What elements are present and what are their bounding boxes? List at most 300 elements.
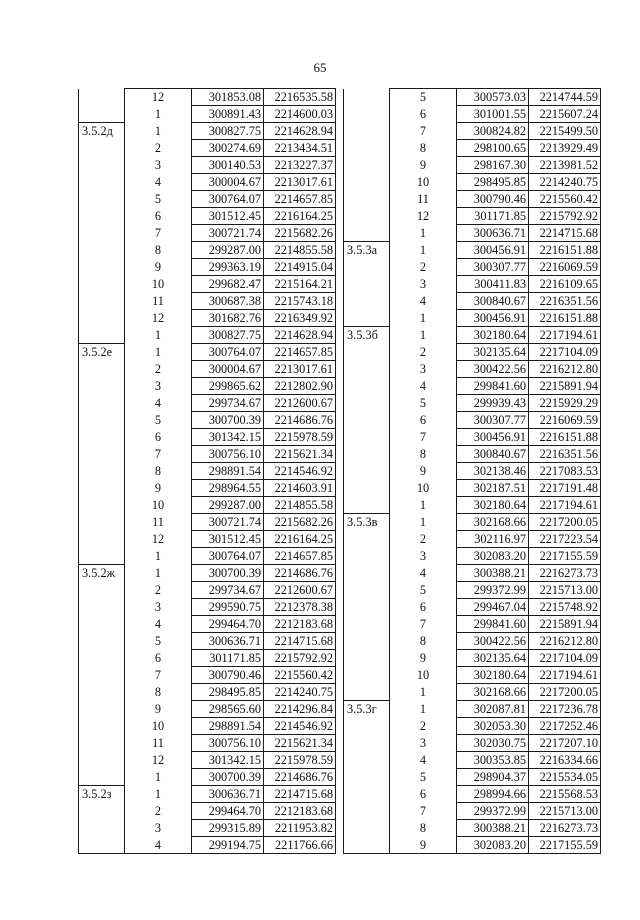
table-row bbox=[79, 582, 336, 599]
point-index-cell: 1 bbox=[390, 225, 457, 242]
section-cell bbox=[344, 276, 390, 293]
section-cell bbox=[79, 361, 125, 378]
section-cell bbox=[344, 259, 390, 276]
point-index-cell: 1 bbox=[125, 786, 192, 803]
table-row bbox=[344, 242, 601, 259]
table-row bbox=[79, 446, 336, 463]
point-index-cell: 6 bbox=[390, 599, 457, 616]
y-coordinate-cell: 2217236.78 bbox=[529, 701, 601, 718]
y-coordinate-cell: 2215568.53 bbox=[529, 786, 601, 803]
section-cell bbox=[344, 395, 390, 412]
y-coordinate-cell: 2215164.21 bbox=[264, 276, 336, 293]
y-coordinate-cell: 2216212.80 bbox=[529, 361, 601, 378]
point-index-cell: 6 bbox=[390, 106, 457, 123]
y-coordinate-cell: 2211953.82 bbox=[264, 820, 336, 837]
point-index-cell: 6 bbox=[125, 208, 192, 225]
x-coordinate-cell: 302187.51 bbox=[457, 480, 529, 497]
x-coordinate-cell: 300004.67 bbox=[192, 361, 264, 378]
table-row bbox=[79, 769, 336, 786]
x-coordinate-cell: 300422.56 bbox=[457, 361, 529, 378]
section-cell bbox=[79, 718, 125, 735]
section-cell bbox=[79, 701, 125, 718]
x-coordinate-cell: 300687.38 bbox=[192, 293, 264, 310]
y-coordinate-cell: 2215929.29 bbox=[529, 395, 601, 412]
x-coordinate-cell: 299315.89 bbox=[192, 820, 264, 837]
x-coordinate-cell: 300764.07 bbox=[192, 191, 264, 208]
section-cell bbox=[79, 140, 125, 157]
point-index-cell: 8 bbox=[390, 140, 457, 157]
point-index-cell: 10 bbox=[390, 480, 457, 497]
table-row bbox=[344, 514, 601, 531]
table-row bbox=[344, 701, 601, 718]
table-row bbox=[344, 293, 601, 310]
section-cell bbox=[79, 378, 125, 395]
x-coordinate-cell: 299194.75 bbox=[192, 837, 264, 854]
section-cell bbox=[79, 191, 125, 208]
y-coordinate-cell: 2216273.73 bbox=[529, 820, 601, 837]
table-row bbox=[344, 786, 601, 803]
table-row bbox=[344, 650, 601, 667]
x-coordinate-cell: 299865.62 bbox=[192, 378, 264, 395]
point-index-cell: 1 bbox=[390, 497, 457, 514]
section-cell bbox=[344, 378, 390, 395]
y-coordinate-cell: 2217191.48 bbox=[529, 480, 601, 497]
point-index-cell: 3 bbox=[125, 157, 192, 174]
point-index-cell: 7 bbox=[125, 446, 192, 463]
section-cell bbox=[344, 140, 390, 157]
section-cell: 3.5.2ж bbox=[79, 565, 125, 582]
point-index-cell: 1 bbox=[125, 123, 192, 140]
point-index-cell: 5 bbox=[125, 633, 192, 650]
x-coordinate-cell: 302168.66 bbox=[457, 684, 529, 701]
section-cell bbox=[344, 769, 390, 786]
y-coordinate-cell: 2215891.94 bbox=[529, 616, 601, 633]
section-cell: 3.5.3а bbox=[344, 242, 390, 259]
point-index-cell: 8 bbox=[390, 633, 457, 650]
y-coordinate-cell: 2214657.85 bbox=[264, 548, 336, 565]
table-row bbox=[79, 429, 336, 446]
x-coordinate-cell: 300700.39 bbox=[192, 412, 264, 429]
table-row bbox=[344, 616, 601, 633]
y-coordinate-cell: 2214240.75 bbox=[529, 174, 601, 191]
section-cell bbox=[79, 531, 125, 548]
point-index-cell: 11 bbox=[125, 514, 192, 531]
point-index-cell: 2 bbox=[390, 259, 457, 276]
y-coordinate-cell: 2215713.00 bbox=[529, 582, 601, 599]
table-row bbox=[79, 599, 336, 616]
y-coordinate-cell: 2216349.92 bbox=[264, 310, 336, 327]
y-coordinate-cell: 2214546.92 bbox=[264, 718, 336, 735]
section-cell bbox=[79, 752, 125, 769]
y-coordinate-cell: 2217207.10 bbox=[529, 735, 601, 752]
x-coordinate-cell: 299682.47 bbox=[192, 276, 264, 293]
y-coordinate-cell: 2215978.59 bbox=[264, 752, 336, 769]
table-row bbox=[344, 718, 601, 735]
point-index-cell: 3 bbox=[390, 361, 457, 378]
section-cell bbox=[79, 259, 125, 276]
y-coordinate-cell: 2216351.56 bbox=[529, 293, 601, 310]
section-cell bbox=[344, 548, 390, 565]
y-coordinate-cell: 2215891.94 bbox=[529, 378, 601, 395]
y-coordinate-cell: 2213227.37 bbox=[264, 157, 336, 174]
section-cell bbox=[344, 344, 390, 361]
table-row bbox=[79, 412, 336, 429]
table-row bbox=[344, 429, 601, 446]
x-coordinate-cell: 301682.76 bbox=[192, 310, 264, 327]
x-coordinate-cell: 301342.15 bbox=[192, 429, 264, 446]
table-row bbox=[79, 361, 336, 378]
y-coordinate-cell: 2215607.24 bbox=[529, 106, 601, 123]
section-cell bbox=[79, 769, 125, 786]
table-row bbox=[79, 208, 336, 225]
y-coordinate-cell: 2216334.66 bbox=[529, 752, 601, 769]
table-row bbox=[79, 684, 336, 701]
point-index-cell: 1 bbox=[125, 106, 192, 123]
x-coordinate-cell: 301171.85 bbox=[457, 208, 529, 225]
section-cell: 3.5.2д bbox=[79, 123, 125, 140]
point-index-cell: 2 bbox=[390, 718, 457, 735]
table-row bbox=[79, 820, 336, 837]
point-index-cell: 8 bbox=[125, 463, 192, 480]
point-index-cell: 5 bbox=[390, 89, 457, 106]
point-index-cell: 5 bbox=[125, 412, 192, 429]
section-cell bbox=[344, 191, 390, 208]
section-cell bbox=[344, 837, 390, 854]
section-cell: 3.5.2е bbox=[79, 344, 125, 361]
point-index-cell: 4 bbox=[390, 378, 457, 395]
table-row bbox=[344, 531, 601, 548]
x-coordinate-cell: 298565.60 bbox=[192, 701, 264, 718]
y-coordinate-cell: 2212600.67 bbox=[264, 395, 336, 412]
y-coordinate-cell: 2215499.50 bbox=[529, 123, 601, 140]
section-cell bbox=[79, 650, 125, 667]
x-coordinate-cell: 300140.53 bbox=[192, 157, 264, 174]
point-index-cell: 9 bbox=[125, 480, 192, 497]
section-cell bbox=[79, 429, 125, 446]
section-cell bbox=[344, 599, 390, 616]
table-row bbox=[344, 225, 601, 242]
y-coordinate-cell: 2213981.52 bbox=[529, 157, 601, 174]
x-coordinate-cell: 300636.71 bbox=[192, 786, 264, 803]
section-cell bbox=[344, 497, 390, 514]
y-coordinate-cell: 2213929.49 bbox=[529, 140, 601, 157]
table-row bbox=[79, 378, 336, 395]
y-coordinate-cell: 2217252.46 bbox=[529, 718, 601, 735]
x-coordinate-cell: 299363.19 bbox=[192, 259, 264, 276]
table-row bbox=[79, 548, 336, 565]
y-coordinate-cell: 2217194.61 bbox=[529, 497, 601, 514]
table-row bbox=[344, 497, 601, 514]
y-coordinate-cell: 2215792.92 bbox=[264, 650, 336, 667]
section-cell bbox=[79, 599, 125, 616]
table-row bbox=[344, 89, 601, 106]
section-cell: 3.5.2з bbox=[79, 786, 125, 803]
section-cell bbox=[344, 174, 390, 191]
x-coordinate-cell: 302135.64 bbox=[457, 344, 529, 361]
point-index-cell: 4 bbox=[390, 565, 457, 582]
x-coordinate-cell: 300840.67 bbox=[457, 446, 529, 463]
point-index-cell: 9 bbox=[390, 463, 457, 480]
x-coordinate-cell: 302168.66 bbox=[457, 514, 529, 531]
table-row bbox=[344, 412, 601, 429]
section-cell bbox=[79, 684, 125, 701]
section-cell: 3.5.3б bbox=[344, 327, 390, 344]
table-row bbox=[79, 650, 336, 667]
x-coordinate-cell: 302087.81 bbox=[457, 701, 529, 718]
table-row bbox=[79, 786, 336, 803]
section-cell bbox=[344, 89, 390, 106]
table-row bbox=[344, 106, 601, 123]
x-coordinate-cell: 301342.15 bbox=[192, 752, 264, 769]
y-coordinate-cell: 2215743.18 bbox=[264, 293, 336, 310]
section-cell bbox=[79, 514, 125, 531]
x-coordinate-cell: 300636.71 bbox=[192, 633, 264, 650]
point-index-cell: 8 bbox=[390, 446, 457, 463]
x-coordinate-cell: 302138.46 bbox=[457, 463, 529, 480]
x-coordinate-cell: 299841.60 bbox=[457, 378, 529, 395]
x-coordinate-cell: 300700.39 bbox=[192, 769, 264, 786]
x-coordinate-cell: 300004.67 bbox=[192, 174, 264, 191]
x-coordinate-cell: 300790.46 bbox=[192, 667, 264, 684]
x-coordinate-cell: 301001.55 bbox=[457, 106, 529, 123]
table-row bbox=[79, 157, 336, 174]
point-index-cell: 5 bbox=[125, 191, 192, 208]
x-coordinate-cell: 300388.21 bbox=[457, 565, 529, 582]
table-row bbox=[79, 718, 336, 735]
coordinates-table-right bbox=[343, 88, 601, 854]
point-index-cell: 10 bbox=[125, 497, 192, 514]
y-coordinate-cell: 2217223.54 bbox=[529, 531, 601, 548]
y-coordinate-cell: 2215792.92 bbox=[529, 208, 601, 225]
point-index-cell: 12 bbox=[125, 531, 192, 548]
y-coordinate-cell: 2214546.92 bbox=[264, 463, 336, 480]
x-coordinate-cell: 300721.74 bbox=[192, 514, 264, 531]
point-index-cell: 8 bbox=[125, 684, 192, 701]
table-row bbox=[79, 395, 336, 412]
section-cell bbox=[344, 157, 390, 174]
x-coordinate-cell: 299734.67 bbox=[192, 395, 264, 412]
point-index-cell: 1 bbox=[125, 565, 192, 582]
point-index-cell: 1 bbox=[390, 310, 457, 327]
point-index-cell: 3 bbox=[125, 599, 192, 616]
point-index-cell: 1 bbox=[390, 327, 457, 344]
section-cell bbox=[79, 820, 125, 837]
table-row bbox=[79, 752, 336, 769]
section-cell bbox=[344, 735, 390, 752]
table-row bbox=[344, 684, 601, 701]
point-index-cell: 1 bbox=[125, 548, 192, 565]
x-coordinate-cell: 299287.00 bbox=[192, 242, 264, 259]
x-coordinate-cell: 302083.20 bbox=[457, 837, 529, 854]
point-index-cell: 4 bbox=[125, 616, 192, 633]
table-row bbox=[344, 208, 601, 225]
section-cell bbox=[344, 225, 390, 242]
table-row bbox=[79, 310, 336, 327]
table-row bbox=[79, 276, 336, 293]
y-coordinate-cell: 2214915.04 bbox=[264, 259, 336, 276]
table-row bbox=[344, 344, 601, 361]
point-index-cell: 4 bbox=[390, 752, 457, 769]
section-cell bbox=[79, 293, 125, 310]
table-row bbox=[344, 752, 601, 769]
y-coordinate-cell: 2215621.34 bbox=[264, 735, 336, 752]
point-index-cell: 9 bbox=[390, 837, 457, 854]
table-row bbox=[79, 225, 336, 242]
y-coordinate-cell: 2216151.88 bbox=[529, 310, 601, 327]
section-cell bbox=[79, 310, 125, 327]
table-row bbox=[344, 361, 601, 378]
point-index-cell: 2 bbox=[125, 803, 192, 820]
x-coordinate-cell: 302180.64 bbox=[457, 497, 529, 514]
table-row bbox=[344, 735, 601, 752]
section-cell bbox=[79, 463, 125, 480]
table-row bbox=[79, 106, 336, 123]
point-index-cell: 7 bbox=[125, 225, 192, 242]
section-cell bbox=[79, 208, 125, 225]
y-coordinate-cell: 2217083.53 bbox=[529, 463, 601, 480]
point-index-cell: 8 bbox=[125, 242, 192, 259]
x-coordinate-cell: 300764.07 bbox=[192, 344, 264, 361]
x-coordinate-cell: 300824.82 bbox=[457, 123, 529, 140]
y-coordinate-cell: 2212183.68 bbox=[264, 616, 336, 633]
point-index-cell: 10 bbox=[125, 718, 192, 735]
x-coordinate-cell: 298891.54 bbox=[192, 718, 264, 735]
x-coordinate-cell: 299939.43 bbox=[457, 395, 529, 412]
y-coordinate-cell: 2214686.76 bbox=[264, 769, 336, 786]
x-coordinate-cell: 301512.45 bbox=[192, 531, 264, 548]
y-coordinate-cell: 2214715.68 bbox=[264, 633, 336, 650]
section-cell bbox=[79, 174, 125, 191]
point-index-cell: 1 bbox=[125, 327, 192, 344]
table-row bbox=[79, 123, 336, 140]
point-index-cell: 11 bbox=[125, 735, 192, 752]
x-coordinate-cell: 302135.64 bbox=[457, 650, 529, 667]
point-index-cell: 7 bbox=[390, 616, 457, 633]
table-row bbox=[344, 327, 601, 344]
y-coordinate-cell: 2214657.85 bbox=[264, 344, 336, 361]
point-index-cell: 5 bbox=[390, 582, 457, 599]
y-coordinate-cell: 2212183.68 bbox=[264, 803, 336, 820]
x-coordinate-cell: 300456.91 bbox=[457, 242, 529, 259]
y-coordinate-cell: 2214628.94 bbox=[264, 123, 336, 140]
x-coordinate-cell: 298964.55 bbox=[192, 480, 264, 497]
table-row bbox=[344, 310, 601, 327]
x-coordinate-cell: 300827.75 bbox=[192, 123, 264, 140]
x-coordinate-cell: 299734.67 bbox=[192, 582, 264, 599]
x-coordinate-cell: 299372.99 bbox=[457, 803, 529, 820]
table-row bbox=[79, 803, 336, 820]
point-index-cell: 11 bbox=[125, 293, 192, 310]
x-coordinate-cell: 300764.07 bbox=[192, 548, 264, 565]
y-coordinate-cell: 2214657.85 bbox=[264, 191, 336, 208]
section-cell bbox=[344, 446, 390, 463]
x-coordinate-cell: 302180.64 bbox=[457, 327, 529, 344]
table-row bbox=[344, 123, 601, 140]
table-row bbox=[79, 565, 336, 582]
x-coordinate-cell: 300790.46 bbox=[457, 191, 529, 208]
section-cell bbox=[79, 242, 125, 259]
section-cell bbox=[344, 106, 390, 123]
y-coordinate-cell: 2216151.88 bbox=[529, 429, 601, 446]
section-cell bbox=[79, 276, 125, 293]
section-cell: 3.5.3г bbox=[344, 701, 390, 718]
y-coordinate-cell: 2214744.59 bbox=[529, 89, 601, 106]
table-row bbox=[344, 157, 601, 174]
y-coordinate-cell: 2216535.58 bbox=[264, 89, 336, 106]
y-coordinate-cell: 2216212.80 bbox=[529, 633, 601, 650]
x-coordinate-cell: 299467.04 bbox=[457, 599, 529, 616]
x-coordinate-cell: 300274.69 bbox=[192, 140, 264, 157]
table-row bbox=[344, 599, 601, 616]
point-index-cell: 11 bbox=[390, 191, 457, 208]
table-row bbox=[79, 531, 336, 548]
section-cell bbox=[344, 123, 390, 140]
table-row bbox=[344, 174, 601, 191]
x-coordinate-cell: 298904.37 bbox=[457, 769, 529, 786]
y-coordinate-cell: 2214628.94 bbox=[264, 327, 336, 344]
point-index-cell: 4 bbox=[390, 293, 457, 310]
section-cell bbox=[344, 293, 390, 310]
x-coordinate-cell: 299464.70 bbox=[192, 803, 264, 820]
section-cell bbox=[79, 412, 125, 429]
y-coordinate-cell: 2215682.26 bbox=[264, 514, 336, 531]
y-coordinate-cell: 2216164.25 bbox=[264, 531, 336, 548]
section-cell bbox=[79, 616, 125, 633]
y-coordinate-cell: 2216069.59 bbox=[529, 259, 601, 276]
section-cell bbox=[344, 633, 390, 650]
section-cell bbox=[79, 327, 125, 344]
point-index-cell: 2 bbox=[390, 531, 457, 548]
y-coordinate-cell: 2216109.65 bbox=[529, 276, 601, 293]
x-coordinate-cell: 299372.99 bbox=[457, 582, 529, 599]
section-cell bbox=[79, 735, 125, 752]
table-row bbox=[79, 837, 336, 854]
y-coordinate-cell: 2216151.88 bbox=[529, 242, 601, 259]
y-coordinate-cell: 2215748.92 bbox=[529, 599, 601, 616]
section-cell bbox=[344, 803, 390, 820]
table-row bbox=[344, 395, 601, 412]
table-row bbox=[344, 837, 601, 854]
point-index-cell: 12 bbox=[390, 208, 457, 225]
section-cell bbox=[344, 463, 390, 480]
x-coordinate-cell: 300700.39 bbox=[192, 565, 264, 582]
table-row bbox=[344, 565, 601, 582]
x-coordinate-cell: 299464.70 bbox=[192, 616, 264, 633]
point-index-cell: 12 bbox=[125, 89, 192, 106]
x-coordinate-cell: 300756.10 bbox=[192, 735, 264, 752]
y-coordinate-cell: 2214603.91 bbox=[264, 480, 336, 497]
point-index-cell: 3 bbox=[390, 735, 457, 752]
x-coordinate-cell: 300422.56 bbox=[457, 633, 529, 650]
table-row bbox=[79, 174, 336, 191]
x-coordinate-cell: 299287.00 bbox=[192, 497, 264, 514]
point-index-cell: 6 bbox=[125, 650, 192, 667]
section-cell bbox=[344, 582, 390, 599]
table-row bbox=[344, 259, 601, 276]
y-coordinate-cell: 2214715.68 bbox=[529, 225, 601, 242]
point-index-cell: 4 bbox=[125, 395, 192, 412]
point-index-cell: 1 bbox=[390, 701, 457, 718]
section-cell bbox=[79, 497, 125, 514]
x-coordinate-cell: 300456.91 bbox=[457, 310, 529, 327]
x-coordinate-cell: 300636.71 bbox=[457, 225, 529, 242]
point-index-cell: 1 bbox=[125, 769, 192, 786]
x-coordinate-cell: 298994.66 bbox=[457, 786, 529, 803]
y-coordinate-cell: 2215621.34 bbox=[264, 446, 336, 463]
point-index-cell: 7 bbox=[390, 429, 457, 446]
point-index-cell: 1 bbox=[390, 242, 457, 259]
section-cell bbox=[344, 820, 390, 837]
